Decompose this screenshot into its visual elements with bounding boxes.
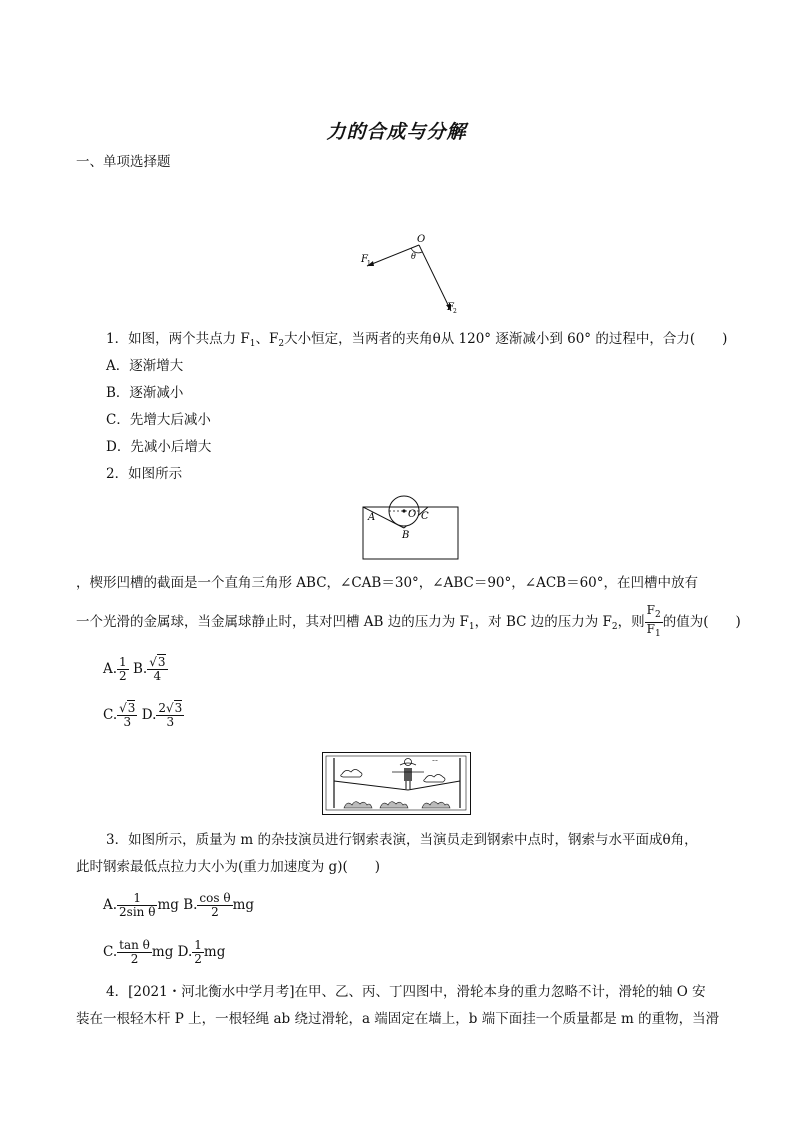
- page-title: 力的合成与分解: [326, 121, 467, 143]
- force-ratio-fraction: $\frac{F_2}{F_1}$: [646, 603, 661, 639]
- vertex-c-label: C: [421, 511, 429, 522]
- point-o-label: O: [417, 234, 426, 245]
- f2-sub-label: 2: [453, 308, 457, 315]
- question-1-option-c: C．先增大后减小: [106, 412, 211, 428]
- f2-label: F: [447, 302, 454, 313]
- question-3-options-ab: A. $\frac{1}{\text{2sin θ}}$ mg B. $\frac{\text{cos θ}}{2}$ mg: [103, 891, 255, 919]
- question-3-line-2: 此时钢索最低点拉力大小为(重力加速度为 g)( ): [76, 859, 380, 875]
- question-2-line-3: 一个光滑的金属球，当金属球静止时，其对凹槽 AB 边的压力为 $F_1$，对 BC 边的压力为 $F_2$，则 $\frac{F_2}{F_1}$ 的值为( ): [76, 603, 741, 639]
- section-heading: 一、单项选择题: [76, 154, 171, 170]
- question-2-line-1: 2．如图所示: [106, 466, 183, 482]
- question-2-options-cd: C. $\frac{√3}{3}$ D. $\frac{2√3}{3}$: [103, 701, 183, 729]
- question-3-options-cd: C. $\frac{\text{tan θ}}{2}$ mg D. $\frac{1}{2}$ mg: [103, 938, 226, 966]
- ball-center-dot: [402, 509, 405, 512]
- question-2-options-ab: A. $\frac{1}{2}$ B. $\frac{√3}{4}$: [103, 655, 166, 683]
- groove-diagram-figure: [362, 492, 460, 560]
- tightrope-illustration: [322, 752, 472, 815]
- vertex-b-label: B: [402, 530, 410, 541]
- question-1-stem: 1．如图，两个共点力 $F_1$、$F_2$大小恒定，当两者的夹角θ从 120° 逐渐减小到 60° 的过程中，合力( ): [106, 331, 728, 349]
- question-1-option-d: D．先减小后增大: [106, 439, 212, 455]
- question-1-option-b: B．逐渐减小: [106, 385, 184, 401]
- question-4-line-2: 装在一根轻木杆 P 上，一根轻绳 ab 绕过滑轮，a 端固定在墙上，b 端下面挂一个质量都是 m 的重物，当滑: [76, 1011, 720, 1027]
- performer-body: [404, 768, 412, 781]
- center-o-label: O: [408, 509, 417, 520]
- bird-marks: ˜˜: [432, 760, 438, 767]
- f1-sub-label: 1: [367, 260, 371, 267]
- vertex-a-label: A: [368, 512, 376, 523]
- theta-label: θ: [411, 252, 416, 261]
- question-4-line-1: 4．[2021・河北衡水中学月考]在甲、乙、丙、丁四图中，滑轮本身的重力忽略不计，滑轮的轴 O 安: [106, 984, 706, 1000]
- question-1-option-a: A．逐渐增大: [106, 358, 184, 374]
- question-3-line-1: 3．如图所示，质量为 m 的杂技演员进行钢索表演，当演员走到钢索中点时，钢索与水平面成θ角，: [106, 832, 698, 848]
- question-2-line-2: ，楔形凹槽的截面是一个直角三角形 ABC，∠CAB＝30°，∠ABC＝90°，∠ACB＝60°，在凹槽中放有: [76, 575, 699, 591]
- f1-label: F: [361, 254, 368, 265]
- force-diagram-figure: [355, 228, 465, 320]
